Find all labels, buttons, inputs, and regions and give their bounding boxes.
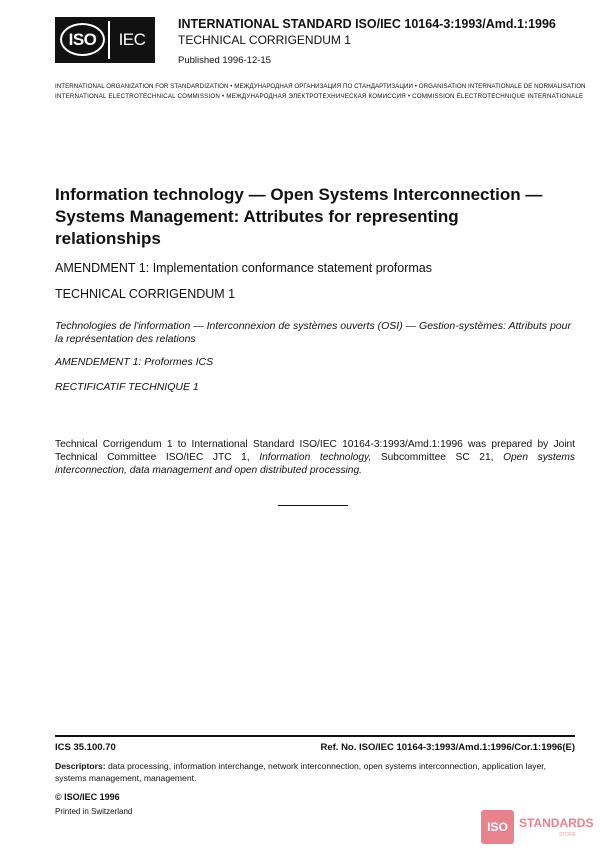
logo-separator [108,21,110,59]
printed-in: Printed in Switzerland [55,807,133,816]
organization-line-iso: INTERNATIONAL ORGANIZATION FOR STANDARDIZATION • МЕЖДУНАРОДНАЯ ОРГАНИЗАЦИЯ ПО СТАНДАРТИЗАЦИИ • ORGANISATION INTERNATIONALE DE NORMALISATION [55,83,586,90]
corrigendum-label: TECHNICAL CORRIGENDUM 1 [178,33,351,47]
section-divider [278,505,348,506]
amendment-title-fr: AMENDEMENT 1: Proformes ICS [55,356,214,368]
body-subcommittee-name: Open systems interconnection, data management and open distributed processing. [55,452,575,476]
standard-title: INTERNATIONAL STANDARD ISO/IEC 10164-3:1993/Amd.1:1996 [178,17,556,31]
organization-line-iec: INTERNATIONAL ELECTROTECHNICAL COMMISSION • МЕЖДУНАРОДНАЯ ЭЛЕКТРОТЕХНИЧЕСКАЯ КОМИССИЯ • COMMISSION ÉLECTROTECHNIQUE INTERNATIONALE [55,93,584,100]
reference-number: Ref. No. ISO/IEC 10164-3:1993/Amd.1:1996/Cor.1:1996(E) [320,742,575,753]
watermark-standards-text: STANDARDS [519,816,594,830]
body-paragraph [55,438,575,477]
watermark-store-text: STORE [559,832,577,838]
document-title-fr: Technologies de l'information — Interconnexion de systèmes ouverts (OSI) — Gestion-systèmes: Attributs pour la représentation des relations [55,320,571,345]
watermark-iso-text: ISO [487,820,508,834]
standards-store-watermark [481,810,594,844]
body-text-part2: Subcommittee SC 21, [371,452,504,463]
footer-rule [55,735,575,737]
body-committee-name: Information technology, [259,452,372,463]
document-title-en: Information technology — Open Systems Interconnection — Systems Management: Attributes for representing relationships [55,185,543,248]
body-text-part1: Technical Corrigendum 1 to International Standard ISO/IEC 10164-3:1993/Amd.1:1996 was prepared by Joint Technical Committee ISO/IEC JTC 1, [55,439,575,463]
descriptors-text: data processing, information interchange, network interconnection, open systems interconnection, application layer, systems management, management. [55,761,547,783]
amendment-title-en: AMENDMENT 1: Implementation conformance statement proformas [55,261,432,275]
iso-iec-logo [55,17,155,63]
copyright-notice: © ISO/IEC 1996 [55,792,120,802]
logo-iec-text: IEC [118,30,146,49]
corrigendum-title-fr: RECTIFICATIF TECHNIQUE 1 [55,381,199,393]
corrigendum-title-en: TECHNICAL CORRIGENDUM 1 [55,287,236,301]
logo-iso-text: ISO [68,30,97,49]
ics-code: ICS 35.100.70 [55,742,116,753]
descriptors-label: Descriptors: [55,761,106,771]
descriptors [55,761,575,784]
published-date: Published 1996-12-15 [178,55,271,66]
